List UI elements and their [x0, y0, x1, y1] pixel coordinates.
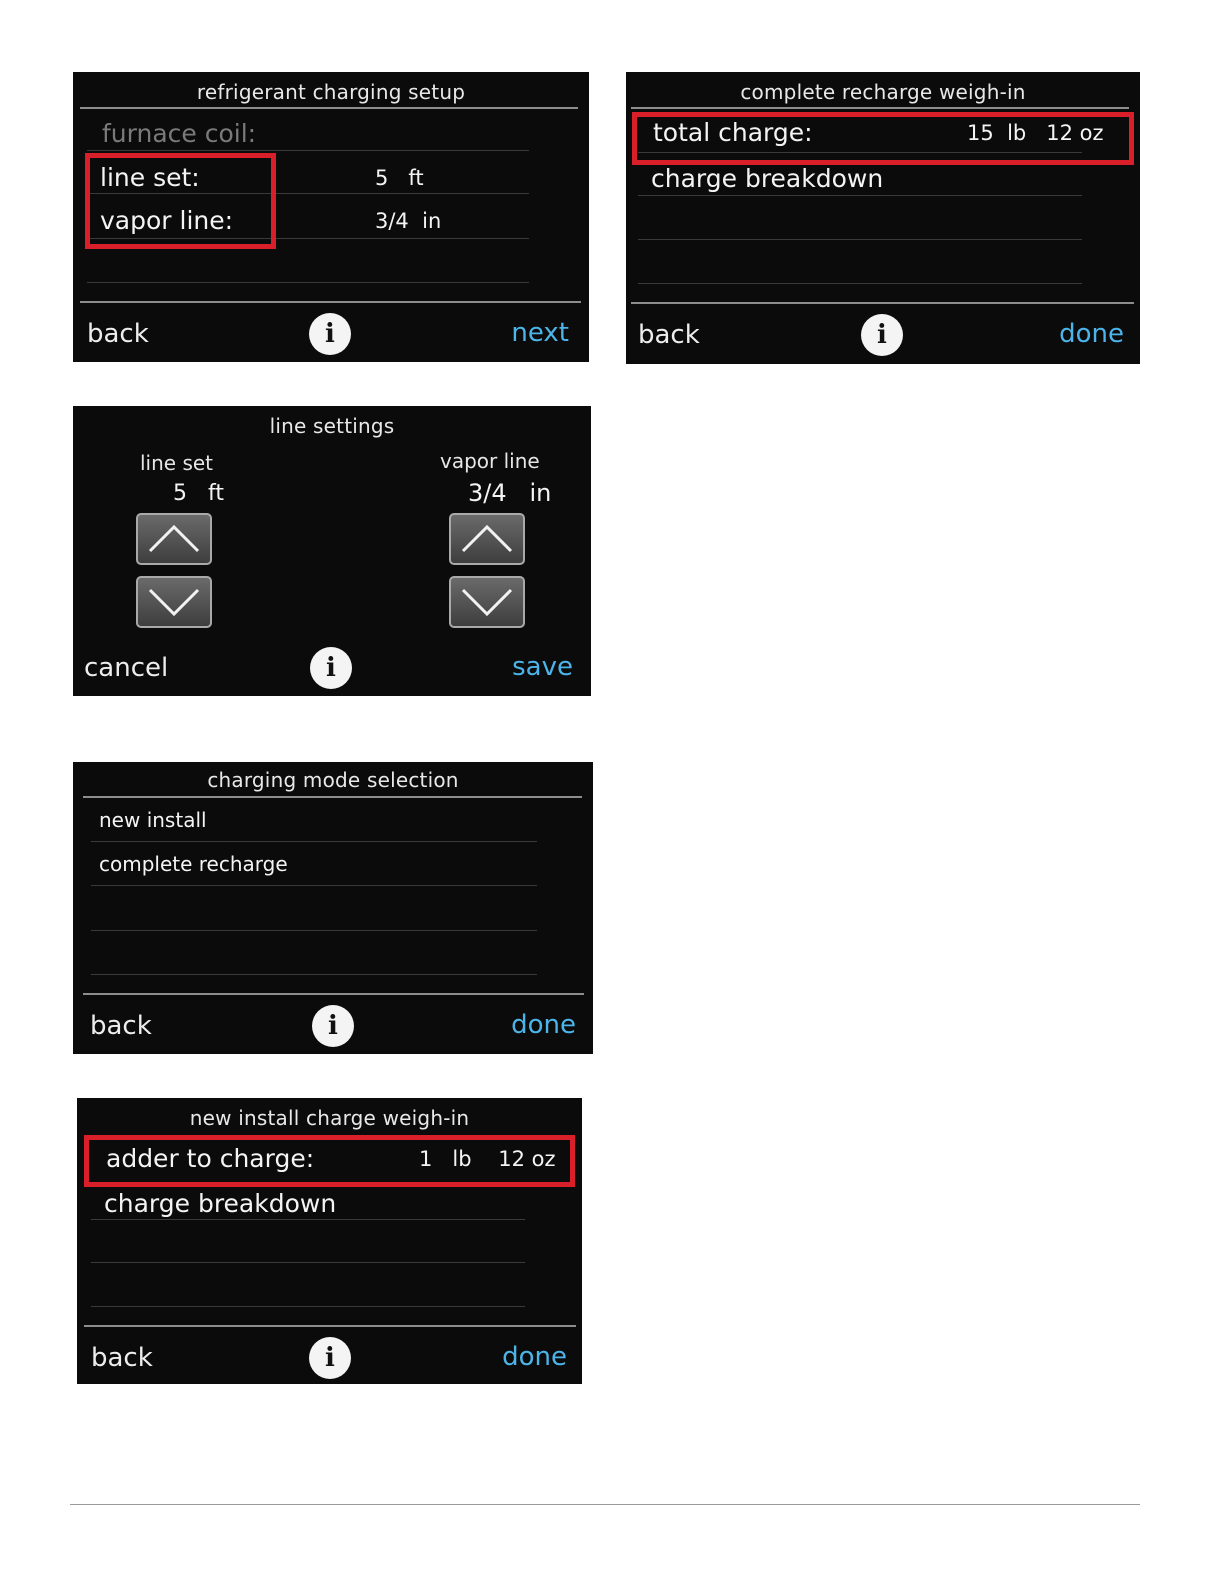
footer-divider — [84, 1325, 576, 1327]
line-settings-screen — [73, 406, 591, 696]
chevron-down-icon — [138, 578, 210, 626]
highlight-box — [632, 112, 1134, 165]
vapor-line-label: vapor line — [440, 449, 540, 473]
info-button[interactable]: i — [309, 313, 351, 355]
furnace-coil-label: furnace coil: — [102, 119, 257, 148]
refrigerant-charging-setup-screen — [73, 72, 589, 362]
row-divider — [91, 974, 537, 975]
complete-recharge-weigh-in-screen — [626, 72, 1140, 364]
info-button[interactable]: i — [861, 314, 903, 356]
line-set-label: line set — [140, 451, 214, 475]
chevron-up-icon — [138, 515, 210, 563]
line-set-value[interactable]: 5 ft — [375, 166, 424, 190]
done-button[interactable]: done — [502, 1342, 567, 1372]
charge-breakdown-item[interactable]: charge breakdown — [651, 164, 884, 193]
footer-divider — [80, 301, 581, 303]
chevron-up-icon — [451, 515, 523, 563]
row-divider — [91, 1219, 525, 1220]
done-button[interactable]: done — [1059, 319, 1124, 349]
back-button[interactable]: back — [638, 320, 700, 350]
screen-title: new install charge weigh-in — [189, 1106, 470, 1130]
screen-title: refrigerant charging setup — [196, 80, 466, 104]
chevron-down-icon — [451, 578, 523, 626]
title-divider — [80, 107, 578, 109]
vapor-line-value: 3/4 in — [468, 479, 552, 507]
row-divider — [91, 1262, 525, 1263]
done-button[interactable]: done — [511, 1010, 576, 1040]
vapor-line-up-button[interactable] — [449, 513, 525, 565]
row-divider — [87, 282, 529, 283]
title-divider — [83, 796, 582, 798]
cancel-button[interactable]: cancel — [84, 653, 169, 683]
back-button[interactable]: back — [90, 1011, 152, 1041]
mode-item-new-install[interactable]: new install — [99, 808, 207, 832]
row-divider — [91, 1306, 525, 1307]
row-divider — [638, 195, 1082, 196]
footer-divider — [631, 302, 1134, 304]
info-button[interactable]: i — [310, 647, 352, 689]
line-set-label[interactable]: line set: — [100, 163, 200, 192]
info-button[interactable]: i — [312, 1005, 354, 1047]
save-button[interactable]: save — [512, 652, 573, 682]
highlight-box — [85, 153, 276, 249]
back-button[interactable]: back — [91, 1343, 153, 1373]
info-button[interactable]: i — [309, 1337, 351, 1379]
mode-item-complete-recharge[interactable]: complete recharge — [99, 852, 288, 876]
row-divider — [87, 150, 529, 151]
adder-to-charge-value[interactable]: 1 lb 12 oz — [419, 1147, 556, 1171]
total-charge-label[interactable]: total charge: — [653, 118, 813, 147]
screen-title: complete recharge weigh-in — [740, 80, 1026, 104]
row-divider — [638, 239, 1082, 240]
footer-divider — [83, 993, 584, 995]
total-charge-value[interactable]: 15 lb 12 oz — [967, 121, 1104, 145]
adder-to-charge-label[interactable]: adder to charge: — [106, 1144, 315, 1173]
row-divider — [91, 841, 537, 842]
charging-mode-selection-screen — [73, 762, 593, 1054]
highlight-box — [84, 1135, 575, 1187]
vapor-line-value[interactable]: 3/4 in — [375, 209, 442, 233]
row-divider — [638, 152, 1082, 153]
row-divider — [91, 885, 537, 886]
line-set-value: 5 ft — [173, 481, 224, 506]
vapor-line-down-button[interactable] — [449, 576, 525, 628]
screen-title: line settings — [269, 414, 395, 438]
new-install-charge-weigh-in-screen — [77, 1098, 582, 1384]
line-set-down-button[interactable] — [136, 576, 212, 628]
row-divider — [638, 283, 1082, 284]
charge-breakdown-item[interactable]: charge breakdown — [104, 1189, 337, 1218]
next-button[interactable]: next — [511, 318, 569, 348]
screen-title: charging mode selection — [207, 768, 459, 792]
line-set-up-button[interactable] — [136, 513, 212, 565]
vapor-line-label[interactable]: vapor line: — [100, 206, 234, 235]
row-divider — [91, 930, 537, 931]
back-button[interactable]: back — [87, 319, 149, 349]
page-footer-rule — [70, 1504, 1140, 1505]
title-divider — [631, 107, 1129, 109]
